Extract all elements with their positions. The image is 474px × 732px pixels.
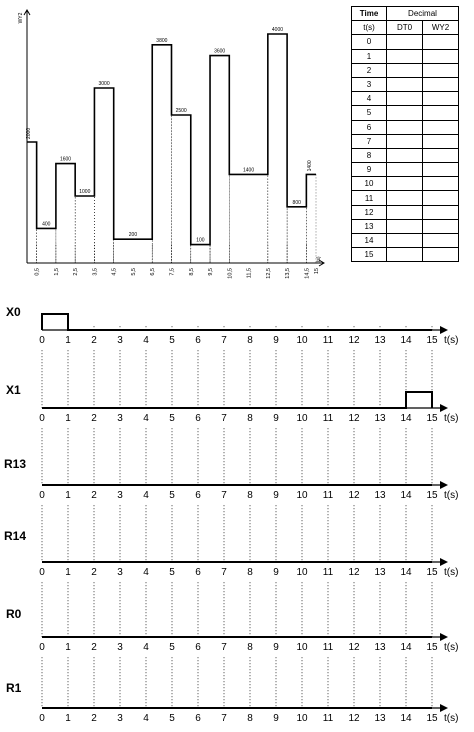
wy2-value-label: 2500 [175, 108, 187, 114]
time-axis-arrow [440, 558, 448, 566]
time-tick-label: 5 [169, 713, 175, 724]
table-row [352, 163, 459, 177]
table-row [352, 248, 459, 262]
time-tick-label: 12 [348, 413, 360, 424]
time-tick-label: 7 [221, 567, 227, 578]
time-tick-label: 2 [91, 713, 97, 724]
wy2-value-label: 4000 [271, 27, 284, 33]
signal-r0 [6, 582, 458, 653]
dt0-cell [387, 148, 423, 162]
time-tick-label: 4 [143, 567, 149, 578]
time-tick-label: 14 [400, 335, 412, 346]
wy2-value-label: 1400 [243, 167, 255, 174]
table-row [352, 77, 459, 91]
table-row [352, 219, 459, 233]
time-tick-label: 7 [221, 490, 227, 501]
wy2-cell [423, 205, 459, 219]
wy2-value-label: 800 [292, 199, 301, 206]
time-tick-label: 12 [348, 567, 360, 578]
time-cell: 1 [352, 49, 387, 63]
wy2-cell [423, 49, 459, 63]
table-row [352, 92, 459, 106]
table-row [352, 106, 459, 120]
wy2-x-tick-label: 14,5 [304, 268, 311, 279]
dt0-cell [387, 92, 423, 106]
wy2-x-tick-label: 13,5 [285, 268, 292, 279]
dt0-cell [387, 205, 423, 219]
time-tick-label: 13 [374, 642, 386, 653]
time-tick-label: 11 [322, 413, 334, 424]
time-axis-arrow [440, 633, 448, 641]
wy2-value-label: 400 [42, 221, 51, 228]
time-tick-label: 8 [247, 642, 253, 653]
time-cell: 8 [352, 148, 387, 162]
wy2-x-tick-label: 12,5 [265, 268, 272, 279]
time-tick-label: 14 [400, 490, 412, 501]
dt0-cell [387, 35, 423, 49]
time-axis-label: t(s) [444, 642, 459, 653]
signal-name: R1 [6, 681, 22, 695]
wy2-value-label: 3800 [156, 37, 168, 44]
time-tick-label: 5 [169, 335, 175, 346]
time-tick-label: 3 [117, 642, 123, 653]
time-cell: 14 [352, 234, 387, 248]
table-row [352, 120, 459, 134]
time-tick-label: 2 [91, 642, 97, 653]
time-tick-label: 9 [273, 567, 279, 578]
time-tick-label: 7 [221, 642, 227, 653]
time-tick-label: 13 [374, 713, 386, 724]
wy2-cell [423, 234, 459, 248]
table-row [352, 234, 459, 248]
wy2-value-label: 1000 [79, 189, 91, 195]
time-tick-label: 8 [247, 335, 253, 346]
wy2-cell [423, 163, 459, 177]
time-tick-label: 5 [169, 490, 175, 501]
wy2-value-label: 2000 [25, 127, 32, 139]
time-header: Time [352, 7, 387, 21]
table-row [352, 35, 459, 49]
time-tick-label: 13 [374, 567, 386, 578]
dt0-cell [387, 177, 423, 191]
time-tick-label: 14 [400, 413, 412, 424]
wy2-cell [423, 120, 459, 134]
dt0-cell [387, 234, 423, 248]
time-axis-arrow [440, 404, 448, 412]
time-tick-label: 1 [65, 413, 71, 424]
wy2-x-tick-label: 2,5 [73, 268, 80, 276]
wy2-value-label: 1600 [59, 156, 72, 163]
time-tick-label: 8 [247, 713, 253, 724]
time-tick-label: 9 [273, 713, 279, 724]
decimal-header: Decimal [387, 7, 459, 21]
time-cell: 9 [352, 163, 387, 177]
wy2-x-tick-label: 1,5 [53, 268, 60, 276]
dt0-cell [387, 120, 423, 134]
time-axis-arrow [440, 326, 448, 334]
wy2-x-tick-label: 8,5 [188, 268, 195, 276]
wy2-value-label: 1400 [307, 160, 314, 172]
wy2-header: WY2 [423, 21, 459, 35]
signal-r1 [6, 657, 458, 724]
time-tick-label: 10 [296, 642, 308, 653]
time-tick-label: 11 [322, 642, 334, 653]
wy2-x-tick-label: 4,5 [111, 268, 118, 276]
waveform [42, 314, 432, 330]
time-tick-label: 5 [169, 413, 175, 424]
wy2-x-tick-label: 15 [314, 268, 320, 275]
wy2-value-label: 3000 [98, 81, 110, 87]
time-tick-label: 15 [426, 490, 438, 501]
wy2-cell [423, 219, 459, 233]
table-row [352, 49, 459, 63]
time-tick-label: 1 [65, 335, 71, 346]
time-tick-label: 4 [143, 642, 149, 653]
wy2-dotted-guides [37, 35, 316, 263]
time-tick-label: 6 [195, 713, 201, 724]
time-axis-label: t(s) [444, 335, 459, 346]
dt0-cell [387, 219, 423, 233]
time-tick-label: 12 [348, 642, 360, 653]
dt0-cell [387, 63, 423, 77]
time-tick-label: 8 [247, 567, 253, 578]
time-tick-label: 11 [322, 567, 334, 578]
time-tick-label: 14 [400, 642, 412, 653]
dt0-cell [387, 49, 423, 63]
signal-name: R14 [4, 529, 27, 543]
time-tick-label: 6 [195, 490, 201, 501]
wy2-cell [423, 134, 459, 148]
time-tick-label: 1 [65, 713, 71, 724]
wy2-x-tick-label: 0,5 [34, 268, 41, 276]
time-tick-label: 3 [117, 413, 123, 424]
time-tick-label: 12 [348, 713, 360, 724]
time-tick-label: 0 [39, 490, 45, 501]
time-tick-label: 5 [169, 642, 175, 653]
wy2-cell [423, 148, 459, 162]
time-tick-label: 4 [143, 713, 149, 724]
wy2-value-labels [26, 27, 313, 244]
wy2-cell [423, 92, 459, 106]
time-cell: 2 [352, 63, 387, 77]
dt0-cell [387, 191, 423, 205]
dt0-cell [387, 134, 423, 148]
wy2-cell [423, 35, 459, 49]
time-tick-label: 0 [39, 642, 45, 653]
signal-x0 [6, 305, 458, 346]
record-table [351, 6, 459, 262]
wy2-cell [423, 248, 459, 262]
time-tick-label: 3 [117, 713, 123, 724]
time-tick-label: 15 [426, 642, 438, 653]
time-tick-label: 0 [39, 413, 45, 424]
wy2-x-tick-label: 5,5 [130, 268, 137, 276]
time-tick-label: 6 [195, 335, 201, 346]
time-cell: 12 [352, 205, 387, 219]
signal-r14 [4, 505, 458, 578]
wy2-value-label: 3600 [214, 48, 226, 55]
wy2-x-axis-label: t(s) [316, 256, 322, 264]
time-tick-label: 7 [221, 413, 227, 424]
table-row [352, 191, 459, 205]
table-row [352, 134, 459, 148]
time-tick-label: 1 [65, 642, 71, 653]
dt0-cell [387, 77, 423, 91]
wy2-x-tick-label: 11,5 [246, 268, 253, 279]
time-tick-label: 15 [426, 713, 438, 724]
time-tick-label: 8 [247, 413, 253, 424]
time-axis-label: t(s) [444, 567, 459, 578]
timing-diagram [0, 300, 474, 732]
time-tick-label: 10 [296, 413, 308, 424]
time-tick-label: 11 [322, 490, 334, 501]
time-cell: 4 [352, 92, 387, 106]
wy2-x-tick-labels [35, 268, 320, 279]
time-tick-label: 9 [273, 335, 279, 346]
table-subheader-row [352, 21, 459, 35]
wy2-x-tick-label: 7,5 [169, 268, 176, 276]
time-tick-label: 11 [322, 713, 334, 724]
signal-name: X0 [6, 305, 21, 319]
time-cell: 15 [352, 248, 387, 262]
time-axis-label: t(s) [444, 713, 459, 724]
time-cell: 7 [352, 134, 387, 148]
time-axis-arrow [440, 704, 448, 712]
time-tick-label: 2 [91, 413, 97, 424]
table-row [352, 148, 459, 162]
wy2-x-tick-label: 6,5 [150, 268, 157, 276]
time-tick-label: 7 [221, 713, 227, 724]
time-tick-label: 4 [143, 413, 149, 424]
signal-name: R13 [4, 457, 27, 471]
time-tick-label: 3 [117, 567, 123, 578]
time-tick-label: 2 [91, 567, 97, 578]
time-tick-label: 7 [221, 335, 227, 346]
signal-r13 [4, 428, 458, 501]
time-tick-label: 0 [39, 567, 45, 578]
dt0-cell [387, 163, 423, 177]
dt0-header: DT0 [387, 21, 423, 35]
time-tick-label: 14 [400, 567, 412, 578]
time-tick-label: 1 [65, 567, 71, 578]
wy2-cell [423, 177, 459, 191]
time-tick-label: 4 [143, 490, 149, 501]
wy2-cell [423, 106, 459, 120]
time-tick-label: 11 [322, 335, 334, 346]
wy2-cell [423, 63, 459, 77]
table-row [352, 63, 459, 77]
signal-x1 [6, 350, 458, 424]
time-cell: 11 [352, 191, 387, 205]
time-tick-label: 6 [195, 413, 201, 424]
time-tick-label: 1 [65, 490, 71, 501]
wy2-x-tick-label: 9,5 [208, 268, 215, 276]
dt0-cell [387, 106, 423, 120]
time-tick-label: 6 [195, 567, 201, 578]
time-axis-label: t(s) [444, 490, 459, 501]
wy2-x-tick-label: 3,5 [92, 268, 99, 276]
wy2-cell [423, 191, 459, 205]
dt0-cell [387, 248, 423, 262]
time-tick-label: 13 [374, 413, 386, 424]
table-header-row [352, 7, 459, 21]
time-tick-label: 0 [39, 713, 45, 724]
time-tick-label: 14 [400, 713, 412, 724]
time-tick-label: 10 [296, 335, 308, 346]
time-tick-label: 9 [273, 642, 279, 653]
wy2-axes [24, 10, 324, 266]
wy2-value-label: 100 [196, 237, 205, 244]
time-tick-label: 12 [348, 335, 360, 346]
waveform [42, 392, 432, 408]
time-tick-label: 8 [247, 490, 253, 501]
signal-name: R0 [6, 607, 22, 621]
time-tick-label: 15 [426, 413, 438, 424]
time-axis-arrow [440, 481, 448, 489]
time-tick-label: 10 [296, 713, 308, 724]
time-tick-label: 3 [117, 335, 123, 346]
time-tick-label: 15 [426, 567, 438, 578]
table-row [352, 177, 459, 191]
time-axis-label: t(s) [444, 413, 459, 424]
time-tick-label: 0 [39, 335, 45, 346]
time-tick-label: 3 [117, 490, 123, 501]
time-cell: 5 [352, 106, 387, 120]
wy2-y-axis-label: WY2 [18, 12, 24, 24]
time-tick-label: 15 [426, 335, 438, 346]
time-cell: 10 [352, 177, 387, 191]
time-tick-label: 6 [195, 642, 201, 653]
time-tick-label: 10 [296, 567, 308, 578]
time-cell: 3 [352, 77, 387, 91]
signal-name: X1 [6, 383, 21, 397]
time-cell: 6 [352, 120, 387, 134]
time-tick-label: 10 [296, 490, 308, 501]
time-tick-label: 9 [273, 490, 279, 501]
time-tick-label: 4 [143, 335, 149, 346]
time-tick-label: 13 [374, 490, 386, 501]
time-tick-label: 12 [348, 490, 360, 501]
time-tick-label: 5 [169, 567, 175, 578]
time-cell: 13 [352, 219, 387, 233]
time-tick-label: 9 [273, 413, 279, 424]
wy2-value-label: 200 [128, 232, 138, 239]
t-header: t(s) [352, 21, 387, 35]
time-cell: 0 [352, 35, 387, 49]
table-row [352, 205, 459, 219]
time-tick-label: 2 [91, 335, 97, 346]
time-tick-label: 2 [91, 490, 97, 501]
time-tick-label: 13 [374, 335, 386, 346]
wy2-x-tick-label: 10,5 [227, 268, 234, 279]
wy2-cell [423, 77, 459, 91]
